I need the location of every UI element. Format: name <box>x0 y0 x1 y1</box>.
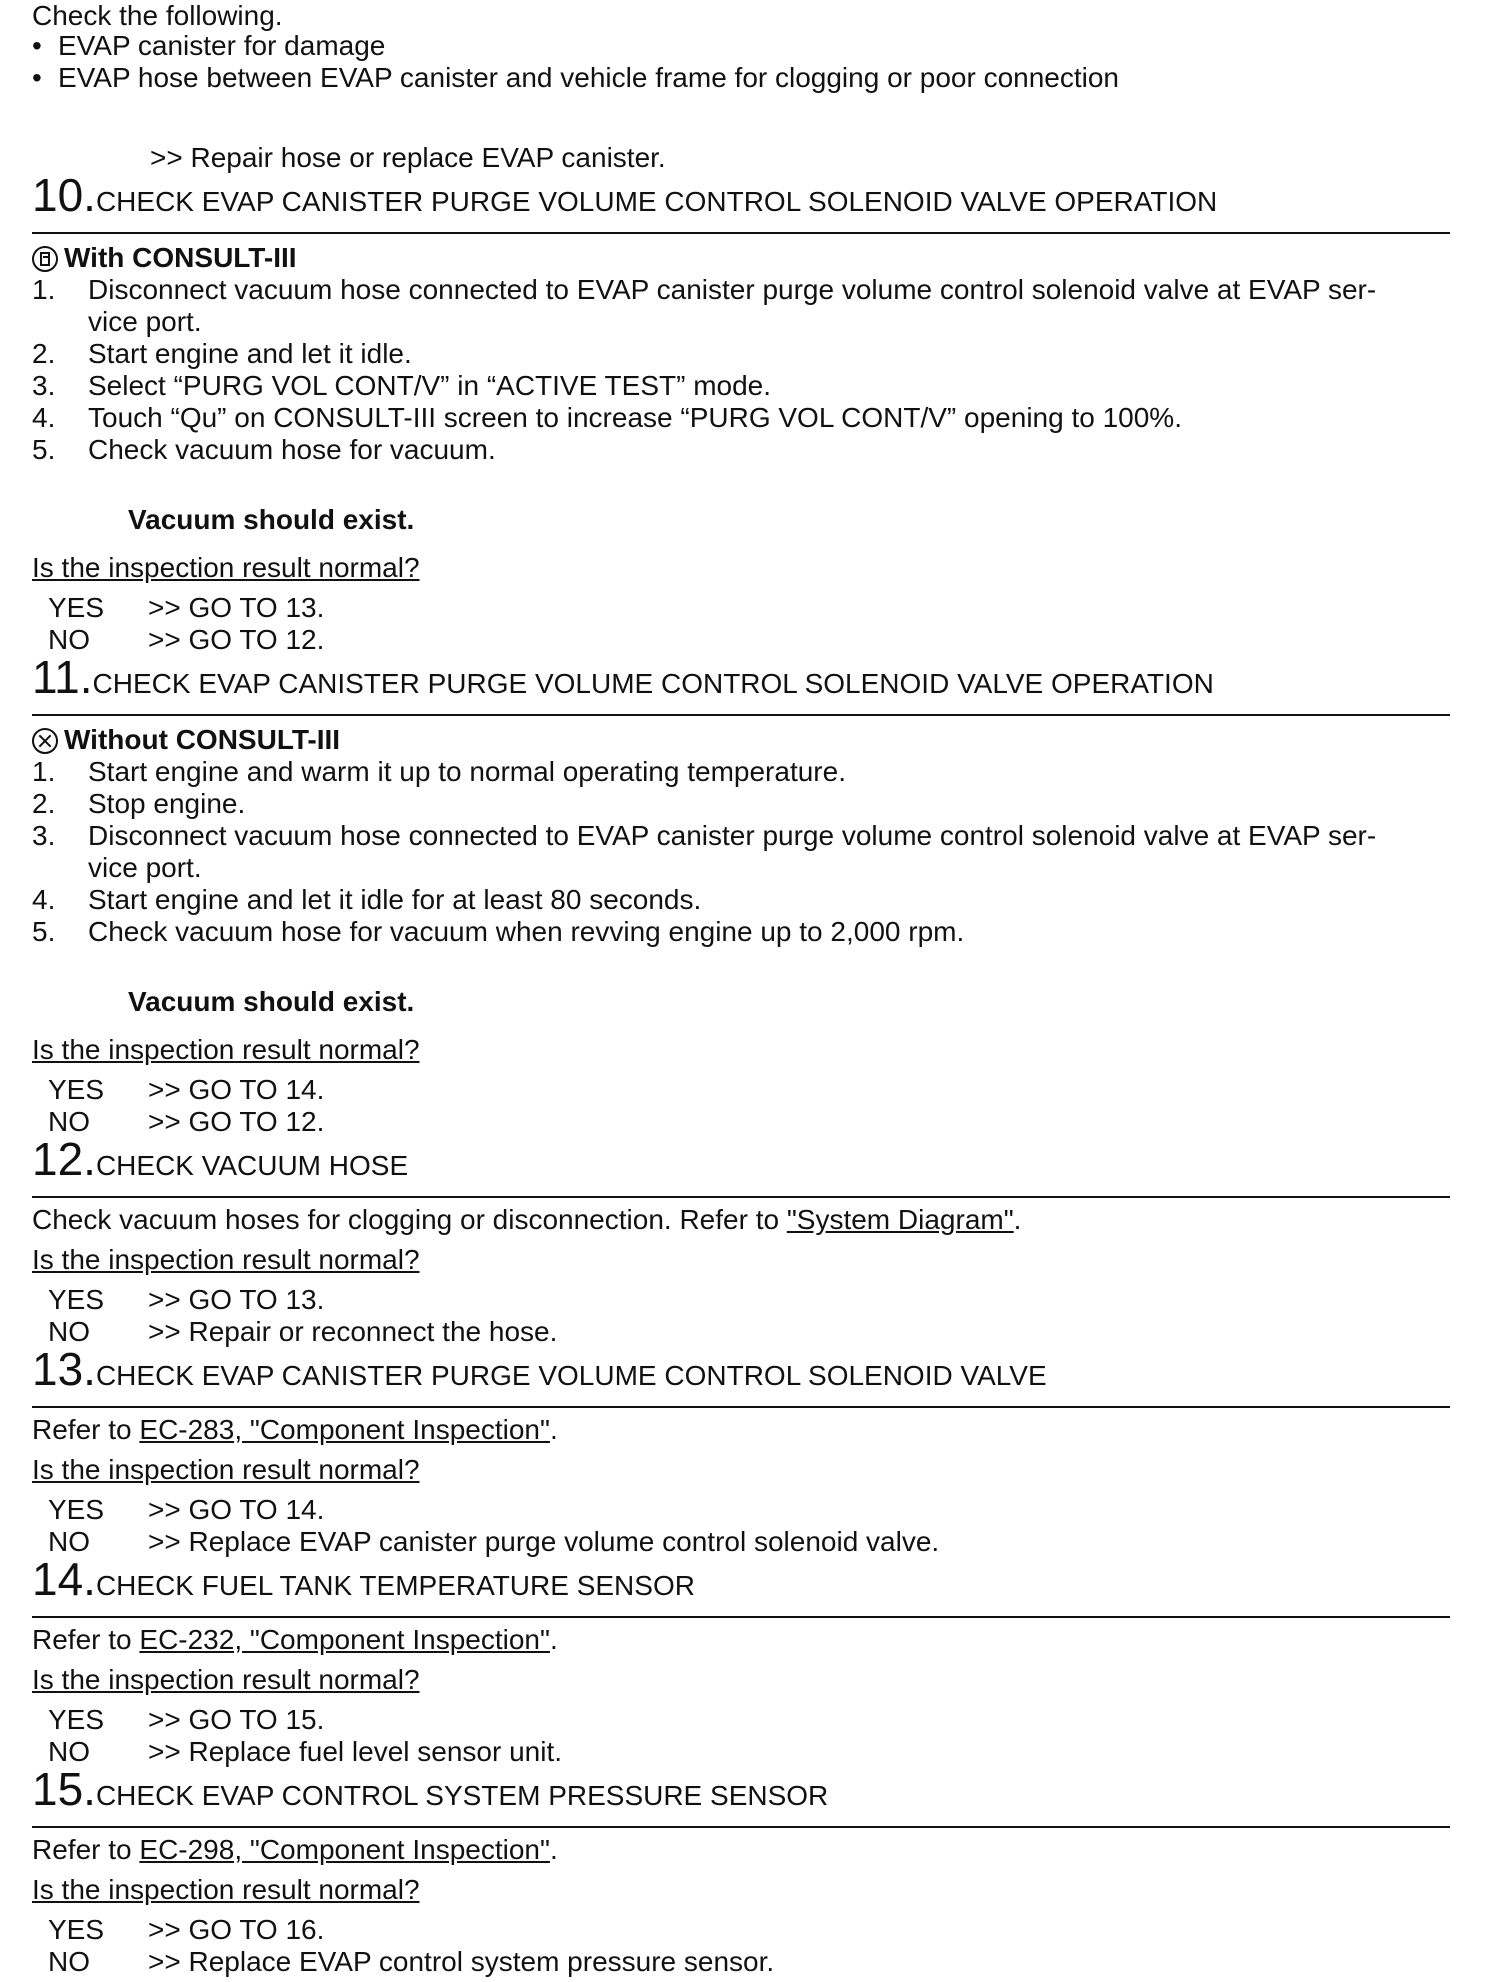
reference-text <box>32 1414 558 1446</box>
answer-value: >> Replace EVAP canister purge volume control solenoid valve. <box>148 1526 940 1557</box>
reference-prefix: Refer to <box>32 1414 140 1445</box>
section-number: 11. <box>32 651 93 703</box>
answer-value: >> GO TO 12. <box>148 1106 325 1137</box>
section-heading-14 <box>32 1553 695 1605</box>
step-number: 3. <box>32 820 56 851</box>
bullet-text: EVAP hose between EVAP canister and vehicle frame for clogging or poor connection <box>58 62 1120 93</box>
step-text: Stop engine. <box>88 788 246 819</box>
step-number: 5. <box>32 434 56 465</box>
section-number: 15. <box>32 1763 96 1815</box>
step-text: Select “PURG VOL CONT/V” in “ACTIVE TEST” mode. <box>88 370 772 401</box>
step-number: 1. <box>32 756 56 787</box>
step-text: vice port. <box>88 306 202 337</box>
component-inspection-link[interactable]: EC-298, "Component Inspection" <box>139 1834 550 1865</box>
reference-suffix: . <box>549 1834 558 1865</box>
step-text: Start engine and let it idle for at least 80 seconds. <box>88 884 702 915</box>
step-number: 4. <box>32 402 56 433</box>
result-question: Is the inspection result normal? <box>32 1874 420 1905</box>
section-heading-15 <box>32 1763 829 1815</box>
answer-value: >> GO TO 13. <box>148 1284 325 1315</box>
consult-icon <box>32 246 58 272</box>
action-text: >> Repair hose or replace EVAP canister. <box>150 142 666 173</box>
section-heading-12 <box>32 1133 409 1185</box>
answer-value: >> GO TO 13. <box>148 592 325 623</box>
step-text: Disconnect vacuum hose connected to EVAP canister purge volume control solenoid valve at EVAP ser- <box>88 274 1377 305</box>
section-number: 13. <box>32 1343 96 1395</box>
answer-value: >> GO TO 12. <box>148 624 325 655</box>
step-number: 3. <box>32 370 56 401</box>
answer-value: >> Replace fuel level sensor unit. <box>148 1736 563 1767</box>
result-question: Is the inspection result normal? <box>32 552 420 583</box>
answer-key: NO <box>48 1316 90 1347</box>
section-heading-13 <box>32 1343 1047 1395</box>
answer-key: NO <box>48 1946 90 1977</box>
answer-key: YES <box>48 1284 105 1315</box>
spec-text: Vacuum should exist. <box>128 504 415 535</box>
result-question: Is the inspection result normal? <box>32 1034 420 1065</box>
mode-label <box>32 242 297 274</box>
answer-value: >> Replace EVAP control system pressure sensor. <box>148 1946 775 1977</box>
section-number: 10. <box>32 169 96 221</box>
answer-value: >> GO TO 15. <box>148 1704 325 1735</box>
mode-label-text: With CONSULT-III <box>64 242 297 273</box>
step-number: 4. <box>32 884 56 915</box>
reference-text <box>32 1624 558 1656</box>
section-divider <box>32 1826 1450 1828</box>
answer-key: NO <box>48 1106 90 1137</box>
section-title: CHECK EVAP CONTROL SYSTEM PRESSURE SENSOR <box>95 1780 829 1811</box>
step-number: 1. <box>32 274 56 305</box>
section-title: CHECK FUEL TANK TEMPERATURE SENSOR <box>95 1570 695 1601</box>
section-heading-10 <box>32 169 1218 221</box>
step-text: Disconnect vacuum hose connected to EVAP canister purge volume control solenoid valve at EVAP ser- <box>88 820 1377 851</box>
reference-suffix: . <box>549 1624 558 1655</box>
answer-key: YES <box>48 1494 105 1525</box>
step-number: 5. <box>32 916 56 947</box>
answer-key: NO <box>48 624 90 655</box>
component-inspection-link[interactable]: EC-283, "Component Inspection" <box>139 1414 550 1445</box>
step-text: Touch “Qu” on CONSULT-III screen to increase “PURG VOL CONT/V” opening to 100%. <box>88 402 1182 433</box>
answer-value: >> GO TO 14. <box>148 1074 325 1105</box>
section-number: 12. <box>32 1133 96 1185</box>
step-number: 2. <box>32 788 56 819</box>
bullet-mark: • <box>32 62 42 93</box>
bullet-item <box>32 62 1119 94</box>
check-label: Check the following. <box>32 0 283 31</box>
section-divider <box>32 1616 1450 1618</box>
result-question: Is the inspection result normal? <box>32 1244 420 1275</box>
result-question: Is the inspection result normal? <box>32 1454 420 1485</box>
result-question: Is the inspection result normal? <box>32 1664 420 1695</box>
reference-prefix: Refer to <box>32 1624 140 1655</box>
answer-key: YES <box>48 592 105 623</box>
answer-value: >> GO TO 16. <box>148 1914 325 1945</box>
section-divider <box>32 232 1450 234</box>
section-divider <box>32 1406 1450 1408</box>
section-number: 14. <box>32 1553 96 1605</box>
answer-key: YES <box>48 1704 105 1735</box>
reference-prefix: Refer to <box>32 1834 140 1865</box>
reference-prefix: Check vacuum hoses for clogging or disconnection. Refer to <box>32 1204 787 1235</box>
step-text: Check vacuum hose for vacuum when revving engine up to 2,000 rpm. <box>88 916 965 947</box>
answer-value: >> GO TO 14. <box>148 1494 325 1525</box>
section-title: CHECK EVAP CANISTER PURGE VOLUME CONTROL SOLENOID VALVE OPERATION <box>92 668 1214 699</box>
reference-text <box>32 1204 1021 1236</box>
section-heading-11 <box>32 651 1214 703</box>
step-text: Start engine and warm it up to normal operating temperature. <box>88 756 846 787</box>
answer-key: YES <box>48 1914 105 1945</box>
step-text: Check vacuum hose for vacuum. <box>88 434 496 465</box>
step-text: Start engine and let it idle. <box>88 338 412 369</box>
reference-suffix: . <box>549 1414 558 1445</box>
bullet-text: EVAP canister for damage <box>58 30 386 61</box>
reference-suffix: . <box>1013 1204 1022 1235</box>
bullet-mark: • <box>32 30 42 61</box>
section-divider <box>32 1196 1450 1198</box>
section-title: CHECK VACUUM HOSE <box>95 1150 409 1181</box>
answer-key: NO <box>48 1736 90 1767</box>
reference-text <box>32 1834 558 1866</box>
bullet-item <box>32 30 385 62</box>
answer-value: >> Repair or reconnect the hose. <box>148 1316 558 1347</box>
section-title: CHECK EVAP CANISTER PURGE VOLUME CONTROL SOLENOID VALVE <box>95 1360 1047 1391</box>
step-number: 2. <box>32 338 56 369</box>
section-title: CHECK EVAP CANISTER PURGE VOLUME CONTROL SOLENOID VALVE OPERATION <box>95 186 1218 217</box>
mode-label <box>32 724 340 756</box>
answer-key: NO <box>48 1526 90 1557</box>
mode-label-text: Without CONSULT-III <box>64 724 341 755</box>
section-divider <box>32 714 1450 716</box>
spec-text: Vacuum should exist. <box>128 986 415 1017</box>
system-diagram-link[interactable]: "System Diagram" <box>786 1204 1014 1235</box>
answer-key: YES <box>48 1074 105 1105</box>
step-text: vice port. <box>88 852 202 883</box>
component-inspection-link[interactable]: EC-232, "Component Inspection" <box>139 1624 550 1655</box>
without-consult-icon <box>32 728 58 754</box>
